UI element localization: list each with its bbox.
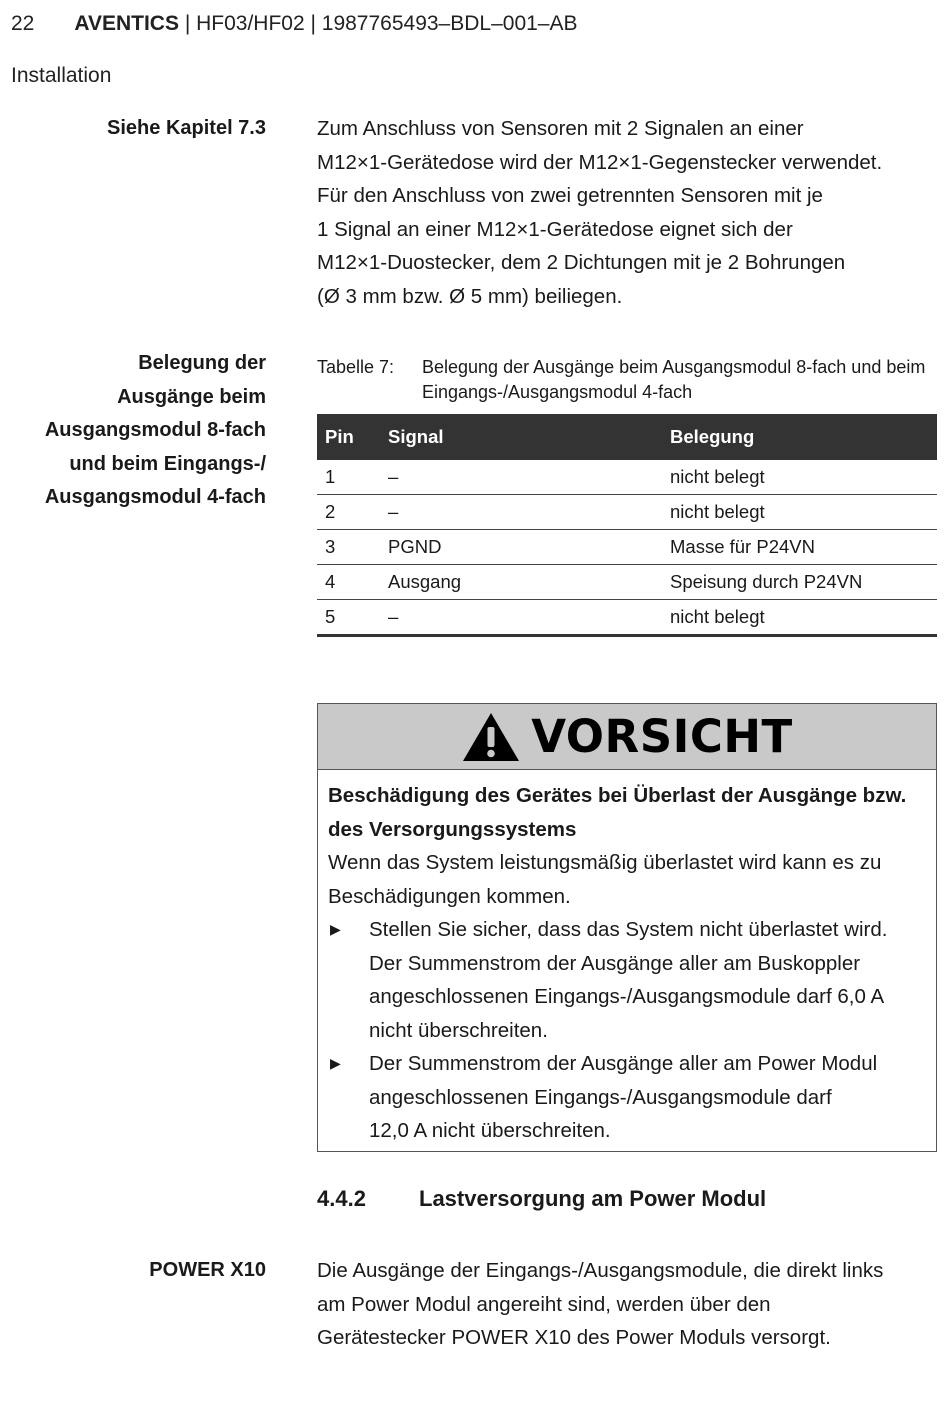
cell-pin: 5	[317, 600, 380, 636]
bullet-line: Der Summenstrom der Ausgänge aller am Buskoppler	[369, 951, 861, 975]
column-header-pin: Pin	[325, 426, 354, 447]
text-line: (Ø 3 mm bzw. Ø 5 mm) beiliegen.	[317, 284, 623, 308]
table-caption	[317, 355, 937, 405]
pin-assignment-table	[317, 414, 937, 637]
side-label-line: Belegung der	[138, 352, 266, 374]
cell-signal: Ausgang	[380, 565, 662, 600]
bullet-line: Der Summenstrom der Ausgänge aller am Power Modul	[369, 1052, 878, 1075]
caution-heading-line: Beschädigung des Gerätes bei Überlast der Ausgänge bzw.	[328, 784, 907, 807]
text-line: M12×1-Duostecker, dem 2 Dichtungen mit je 2 Bohrungen	[317, 251, 846, 274]
warning-triangle-icon	[461, 711, 521, 763]
cell-assignment: Masse für P24VN	[662, 530, 937, 565]
section-title: Installation	[11, 64, 112, 87]
text-line: Zum Anschluss von Sensoren mit 2 Signalen an einer	[317, 117, 804, 140]
side-label-line: Ausgangsmodul 4-fach	[44, 486, 266, 508]
side-label-reference: Siehe Kapitel 7.3	[107, 117, 266, 139]
bullet-triangle-icon: ▶	[330, 1055, 341, 1071]
table-caption-label: Tabelle 7:	[317, 357, 395, 377]
cell-assignment: nicht belegt	[662, 600, 937, 636]
caution-heading-line: des Versorgungssystems	[328, 817, 577, 841]
cell-pin: 4	[317, 565, 380, 600]
cell-signal: PGND	[380, 530, 662, 565]
side-label-line: und beim Eingangs-/	[69, 452, 266, 475]
document-info: | HF03/HF02 | 1987765493–BDL–001–AB	[178, 12, 578, 35]
cell-pin: 3	[317, 530, 380, 565]
side-label-table-topic	[10, 347, 266, 515]
text-line: Die Ausgänge der Eingangs-/Ausgangsmodule, die direkt links	[317, 1259, 884, 1282]
caution-body	[318, 770, 936, 1148]
table-row	[317, 530, 937, 565]
table-header-row	[317, 414, 937, 460]
cell-pin: 2	[317, 495, 380, 530]
text-line: am Power Modul angereiht sind, werden über den	[317, 1292, 771, 1316]
cell-signal: –	[380, 460, 662, 495]
page-header	[11, 12, 578, 36]
subsection-number: 4.4.2	[317, 1186, 366, 1211]
caution-header	[318, 704, 936, 770]
table-row	[317, 460, 937, 495]
caution-box	[317, 703, 937, 1152]
cell-signal: –	[380, 600, 662, 636]
side-label-power: POWER X10	[149, 1259, 266, 1281]
subsection-title: Lastversorgung am Power Modul	[419, 1186, 767, 1211]
caution-text-line: Beschädigungen kommen.	[328, 884, 571, 908]
bullet-line: 12,0 A nicht überschreiten.	[369, 1119, 611, 1142]
intro-paragraph	[317, 112, 937, 313]
cell-pin: 1	[317, 460, 380, 495]
column-header-assignment: Belegung	[670, 426, 755, 447]
text-line: Für den Anschluss von zwei getrennten Sensoren mit je	[317, 184, 823, 207]
side-label-line: Ausgänge beim	[117, 385, 266, 408]
bullet-line: angeschlossenen Eingangs-/Ausgangsmodule darf	[369, 1085, 832, 1109]
cell-signal: –	[380, 495, 662, 530]
bullet-line: nicht überschreiten.	[369, 1018, 548, 1042]
caution-text-line: Wenn das System leistungsmäßig überlastet wird kann es zu	[328, 851, 882, 874]
text-line: Gerätestecker POWER X10 des Power Moduls versorgt.	[317, 1326, 831, 1349]
cell-assignment: Speisung durch P24VN	[662, 565, 937, 600]
power-paragraph	[317, 1254, 937, 1355]
column-header-signal: Signal	[388, 426, 444, 447]
table-row	[317, 495, 937, 530]
subsection-heading	[317, 1186, 766, 1212]
list-item	[328, 913, 926, 1047]
cell-assignment: nicht belegt	[662, 495, 937, 530]
bullet-line: angeschlossenen Eingangs-/Ausgangsmodule darf 6,0 A	[369, 985, 885, 1008]
bullet-triangle-icon: ▶	[330, 921, 341, 937]
cell-assignment: nicht belegt	[662, 460, 937, 495]
text-line: M12×1-Gerätedose wird der M12×1-Gegenstecker verwendet.	[317, 150, 883, 174]
page-number: 22	[11, 12, 35, 35]
side-label-line: Ausgangsmodul 8-fach	[44, 419, 266, 441]
brand-name: AVENTICS	[74, 12, 179, 35]
caution-title: VORSICHT	[531, 710, 793, 763]
table-row	[317, 600, 937, 636]
list-item	[328, 1047, 926, 1148]
caution-bullet-list	[328, 913, 926, 1148]
text-line: 1 Signal an einer M12×1-Gerätedose eignet sich der	[317, 217, 793, 241]
table-caption-text: Belegung der Ausgänge beim Ausgangsmodul 8-fach und beim Eingangs-/Ausgangsmodul 4-fach	[422, 357, 926, 402]
bullet-line: Stellen Sie sicher, dass das System nicht überlastet wird.	[369, 918, 888, 941]
table-row	[317, 565, 937, 600]
